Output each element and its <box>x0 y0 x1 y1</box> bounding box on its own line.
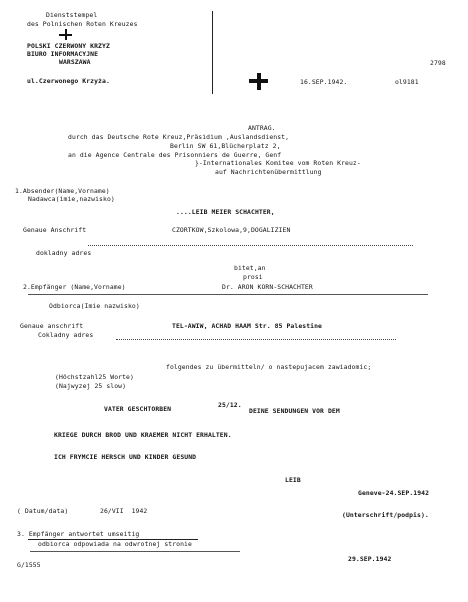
recipient-address: TEL-AWIW, ACHAD HAAM Str. 85 Palestine <box>172 322 323 330</box>
signature-label: (Unterschrift/podpis). <box>342 511 429 519</box>
message-intro-line-3: (Najwyzej 25 slow) <box>55 382 127 390</box>
recipient-label: 2.Empfänger (Name,Vorname) <box>23 283 126 291</box>
message-signature-name: LEIB <box>285 476 301 484</box>
date-field-label: ( Datum/data) <box>17 507 69 515</box>
stamp-line-4: BIURO INFORMACYJNE <box>27 50 99 58</box>
stamp-line-1: Dienststempel <box>46 11 98 19</box>
ref-number: ol9181 <box>395 78 419 86</box>
stamp-line-6: ul.Czerwonego Krzyża. <box>27 77 110 85</box>
reply-underline-2 <box>30 551 240 552</box>
message-line-1a: VATER GESCHTORBEN <box>104 405 172 413</box>
stamp-line-5: WARSZAWA <box>59 58 91 66</box>
date-field-value: 26/VII 1942 <box>100 507 148 515</box>
message-line-1b: 25/12. <box>218 401 242 409</box>
stamp-border-right <box>212 11 213 94</box>
recipient-name: Dr. ARON KORN-SCHACHTER <box>222 283 313 291</box>
routing-line-5: auf Nachrichtenübermittlung <box>215 168 322 176</box>
sender-address-dotted-line <box>88 245 413 246</box>
reply-line-2: odbiorca odpowiada na odwrotnej stronie <box>38 540 192 548</box>
red-cross-icon <box>249 73 268 90</box>
sender-label-pl: Nadawca(imie,nazwisko) <box>28 195 115 203</box>
recipient-address-label: Genaue anschrift <box>20 322 84 330</box>
sender-name: ....LEIB MEIER SCHACHTER, <box>176 208 275 216</box>
message-line-2: KRIEGE DURCH BROD UND KRAEMER NICHT ERHALTEN. <box>54 431 232 439</box>
message-intro-line-2: (Höchstzahl25 Worte) <box>55 373 134 381</box>
routing-line-2: Berlin SW 61,Blücherplatz 2, <box>170 142 281 150</box>
recipient-bitet: bitet,an <box>234 264 266 272</box>
stamp-line-3: POLSKI CZERWONY KRZYZ <box>27 42 110 50</box>
sender-address-label: Genaue Anschrift <box>23 226 87 234</box>
stamp-line-2: des Polnischen Roten Kreuzes <box>27 20 138 28</box>
routing-line-1: durch das Deutsche Rote Kreuz,Präsidium ,Auslandsdienst, <box>68 133 290 141</box>
sender-address-label-pl: dokladny adres <box>36 249 92 257</box>
recipient-address-dotted-line <box>116 339 396 340</box>
reply-line-1: 3. Empfänger antwortet umseitig <box>17 530 140 538</box>
recipient-address-label-pl: Cokladny adres <box>38 331 94 339</box>
geneva-date: Geneve-24.SEP.1942 <box>358 489 430 497</box>
sender-label: 1.Absender(Name,Vorname) <box>15 187 110 195</box>
bottom-ref: G/1555 <box>17 561 41 569</box>
message-intro-line-1: folgendes zu übermitteln/ o nastepujacem zawiadomic; <box>166 363 372 371</box>
recipient-label-pl: Odbiorca(Imie nazwisko) <box>49 302 140 310</box>
top-number: 2798 <box>430 59 446 67</box>
recipient-prosi: prosi <box>243 273 263 281</box>
routing-line-4: }-Internationales Komitee vom Roten Kreuz- <box>195 159 361 167</box>
page-title: ANTRAG. <box>248 124 276 132</box>
message-line-3: ICH FRYMCIE HERSCH UND KINDER GESUND <box>54 453 197 461</box>
routing-line-3: an die Agence Centrale des Prisonniers de Guerre, Genf <box>68 151 282 159</box>
stamp-cross-icon <box>59 31 72 40</box>
recipient-label-underline <box>28 294 428 295</box>
message-line-1c: DEINE SENDUNGEN VOR DEM <box>249 407 340 415</box>
date-header: 16.SEP.1942. <box>300 78 348 86</box>
bottom-date: 29.SEP.1942 <box>348 555 392 563</box>
sender-address: CZORTKOW,Szkolowa,9,DOGALIZIEN <box>172 226 291 234</box>
